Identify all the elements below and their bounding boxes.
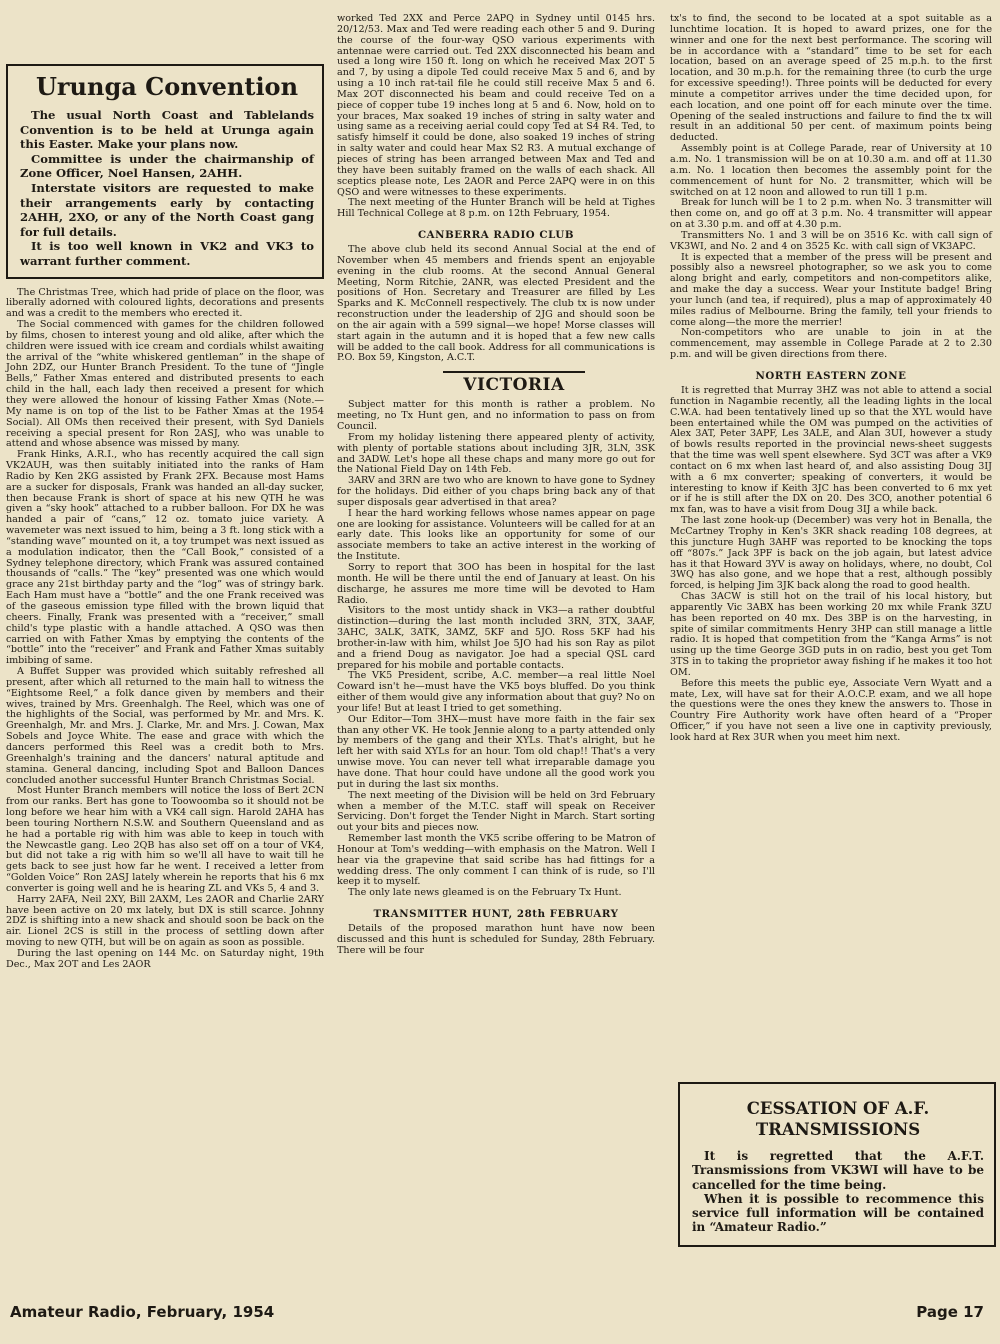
urunga-paragraph: The usual North Coast and Tablelands Convention is to be held at Urunga again this Easter. Make your plans now. bbox=[20, 108, 314, 152]
article-paragraph: It is expected that a member of the press will be present and possibly also a newsreel photographer, so we ask you to come along bright and early, competitors and non-competitors alike, and make the day a success. Wear your Institute badge! Bring your lunch (and tea, if required), plus a map of approximately 40 miles radius of Melbourne. Bring the family, tell your friends to come along—the more the merrier! bbox=[670, 251, 992, 328]
article-paragraph: worked Ted 2XX and Perce 2APQ in Sydney until 0145 hrs. 20/12/53. Max and Ted were reading each other 5 and 9. During the course of the four-way QSO various experiments with antennae were carried out. Ted 2XX disconnected his beam and used a long wire 150 ft. long on which he received Max 2OT 5 and 7, by using a dipole Ted could receive Max 5 and 6, and by using a 10 inch rat-tail file he could still receive Max 5 and 6. Max 2OT disconnected his beam and could receive Ted on a piece of copper tube 19 inches long at 5 and 6. Now, hold on to your braces, Max soaked 19 inches of string in salty water and using same as a receiving aerial could copy Ted at S4 R4. Ted, to satisfy himself it could be done, also soaked 19 inches of string in salty water and could hear Max S2 R3. A mutual exchange of pieces of string has been arranged between Max and Ted and they have been suitably framed on the walls of each shack. All sceptics please note, Les 2AOR and Perce 2APQ were in on this QSO and were witnesses to these experiments. bbox=[337, 13, 655, 198]
urunga-paragraph: It is too well known in VK2 and VK3 to warrant further comment. bbox=[20, 239, 314, 268]
cessation-title-line: CESSATION OF A.F. bbox=[746, 1099, 930, 1118]
article-paragraph: The next meeting of the Hunter Branch will be held at Tighes Hill Technical College at 8 p.m. on 12th February, 1954. bbox=[337, 197, 655, 220]
canberra-radio-club-heading: CANBERRA RADIO CLUB bbox=[417, 229, 575, 242]
article-paragraph: A Buffet Supper was provided which suitably refreshed all present, after which all returned to the main hall to witness the “Eightsome Reel,” a folk dance given by members and their wives, trained by Mrs. Greenhalgh. The Reel, which was one of the highlights of the Social, was performed by Mr. and Mrs. K. Greenhalgh, Mr. and Mrs. J. Clarke, Mr. and Mrs. J. Cowan, Max Sobels and Joyce White. The ease and grace with which the dancers performed this Reel was a credit both to Mrs. Greenhalgh's training and the dancers' natural aptitude and stamina. General dancing, including Spot and Balloon Dances concluded another successful Hunter Branch Christmas Social. bbox=[6, 666, 324, 786]
article-paragraph: The VK5 President, scribe, A.C. member—a real little Noel Coward isn't he—must have the VK5 boys bluffed. Do you think either of them would give any information about that guy? No on your life! But at least I tried to get something. bbox=[337, 670, 655, 714]
article-paragraph: Subject matter for this month is rather a problem. No meeting, no Tx Hunt gen, and no information to pass on from Council. bbox=[337, 399, 655, 432]
article-paragraph: The next meeting of the Division will be held on 3rd February when a member of the M.T.C. staff will speak on Receiver Servicing. Don't forget the Tender Night in March. Start sorting out your bits and pieces now. bbox=[337, 789, 655, 834]
cessation-paragraph: When it is possible to recommence this service full information will be contained in “Amateur Radio.” bbox=[692, 1191, 984, 1235]
article-paragraph: Before this meets the public eye, Associate Vern Wyatt and a mate, Lex, will have sat for their A.O.C.P. exam, and we all hope the questions were the ones they knew the answers to. Those in Country Fire Authority work have often heard of a “Proper Officer,” if you have not seen a live one in captivity previously, look hard at Rex 3UR when you meet him next. bbox=[670, 677, 992, 743]
urunga-convention-box bbox=[6, 64, 324, 279]
article-paragraph: It is regretted that Murray 3HZ was not able to attend a social function in Nagambie recently, all the leading lights in the local C.W.A. had been tentatively lined up so that the XYL would have been entertained while the OM was pumped on the activities of Alex 3AT, Peter 3APF, Les 3ALE, and Alan 3UI, however a study of bowls results reported in the provincial news-sheet suggests that the time was well spent elsewhere. Syd 3CT was after a VK9 contact on 6 mx when last heard of, and also assisting Doug 3IJ with a 6 mx converter; speaking of converters, it would be interesting to know if Keith 3JC has been converted to 6 mx yet or if he is still after the DX on 20. Des 3CO, another potential 6 mx fan, was to have a visit from Doug 3IJ a while back. bbox=[670, 385, 992, 516]
article-paragraph: Transmitters No. 1 and 3 will be on 3516 Kc. with call sign of VK3WI, and No. 2 and 4 on 3525 Kc. with call sign of VK3APC. bbox=[670, 229, 992, 252]
north-eastern-zone-heading: NORTH EASTERN ZONE bbox=[755, 370, 907, 382]
article-paragraph: Sorry to report that 3OO has been in hospital for the last month. He will be there until the end of January at least. On his discharge, he assures me more time will be devoted to Ham Radio. bbox=[337, 561, 655, 606]
article-paragraph: Details of the proposed marathon hunt have now been discussed and this hunt is scheduled for Sunday, 28th February. There will be four bbox=[337, 923, 655, 956]
article-paragraph: The Christmas Tree, which had pride of place on the floor, was liberally adorned with coloured lights, decorations and presents and was a credit to the members who erected it. bbox=[6, 286, 324, 320]
article-paragraph: Visitors to the most untidy shack in VK3—a rather doubtful distinction—during the last month included 3RN, 3TX, 3AAF, 3AHC, 3ALK, 3ATK, 3AMZ, 5KF and 5JO. Ross 5KF had his brother-in-law with him, whilst Joe 5JO had his son Ray as pilot and a friend Doug as navigator. Joe had a special QSL card prepared for his mobile and portable contacts. bbox=[337, 605, 655, 671]
urunga-paragraph: Interstate visitors are requested to make their arrangements early by contacting 2AHH, 2XO, or any of the North Coast gang for full details. bbox=[20, 180, 314, 239]
article-paragraph: Most Hunter Branch members will notice the loss of Bert 2CN from our ranks. Bert has gone to Toowoomba so it should not be long before we hear him with a VK4 call sign. Harold 2AHA has been touring Northern N.S.W. and Southern Queensland and as he had a portable rig with him was able to keep in touch with the Newcastle gang. Leo 2QB has also set off on a tour of VK4, but did not take a rig with him so we'll all have to wait till he gets back to see just how far he went. I received a letter from “Golden Voice” Ron 2ASJ lately wherein he reports that his 6 mx converter is going well and he is hearing ZL and VKs 5, 4 and 3. bbox=[6, 785, 324, 894]
article-paragraph: Frank Hinks, A.R.I., who has recently acquired the call sign VK2AUH, was then suitably initiated into the ranks of Ham Radio by Ken 2KG assisted by Frank 2FX. Because most Hams are a sucker for disposals, Frank was handed an all-day sucker, then because Frank is short of space at his new QTH he was given a “sky hook” attached to a rubber balloon. For DX he was handed a pair of “cans,” 12 oz. tomato juice variety. A wavemeter was next issued to him, being a 3 ft. long stick with a “standing wave” mounted on it, a toy trumpet was next issued as a modulation indicator, then the “Call Book,” consisted of a Sydney telephone directory, which Frank was assured contained thousands of “calls.” The “key” presented was one which would grace any 21st birthday party and the “log” was of stringy bark. Each Ham must have a “bottle” and the one Frank received was of the gaseous emission type filled with the brown liquid that cheers. Finally, Frank was presented with a “receiver,” small child's type plastic with a handle attached. A QSO was then carried on with Father Xmas by emptying the contents of the “bottle” into the “receiver” and Frank and Father Xmas suitably imbibing of same. bbox=[6, 449, 324, 667]
footer-publication: Amateur Radio, February, 1954 bbox=[10, 1303, 275, 1321]
article-paragraph: The above club held its second Annual Social at the end of November when 45 members and friends spent an enjoyable evening in the club rooms. At the second Annual General Meeting, Norm Ritchie, 2ANR, was elected President and the positions of Hon. Secretary and Treasurer are filled by Les Sparks and K. McConnell respectively. The club tx is now under reconstruction under the leadership of 2JG and should soon be on the air again with a 599 signal—we hope! Morse classes will start again in the autumn and it is hoped that a few new calls will be added to the call book. Address for all communications is P.O. Box 59, Kingston, A.C.T. bbox=[337, 244, 655, 364]
footer-page-number: Page 17 bbox=[916, 1303, 984, 1321]
article-paragraph: I hear the hard working fellows whose names appear on page one are looking for assistance. Volunteers will be called for at an early date. This looks like an opportunity for some of our associate members to take an active interest in the working of the Institute. bbox=[337, 507, 655, 563]
column-2 bbox=[337, 14, 655, 957]
urunga-paragraph: Committee is under the chairmanship of Zone Officer, Noel Hansen, 2AHH. bbox=[20, 151, 314, 181]
article-paragraph: Non-competitors who are unable to join in at the commencement, may assemble in College Parade at 2 to 2.30 p.m. and will be given directions from there. bbox=[670, 327, 992, 361]
article-paragraph: Harry 2AFA, Neil 2XY, Bill 2AXM, Les 2AOR and Charlie 2ARY have been active on 20 mx lately, but DX is still scarce. Johnny 2DZ is shifting into a new shack and should soon be back on the air. Lionel 2CS is still in the process of settling down after moving to new QTH, but will be on again as soon as possible. bbox=[6, 893, 324, 949]
cessation-notice-title bbox=[692, 1098, 984, 1140]
article-paragraph: Chas 3ACW is still hot on the trail of his local history, but apparently Vic 3ABX has been working 20 mx while Frank 3ZU has been reported on 40 mx. Des 3BP is on the harvesting, in spite of similar commitments Henry 3HP can still manage a little radio. It is hoped that competition from the “Kanga Arms” is not using up the time George 3GD puts in on radio, best you get Tom 3TS in to taking the proprietor away fishing if he makes it too hot OM. bbox=[670, 591, 992, 678]
article-paragraph: From my holiday listening there appeared plenty of activity, with plenty of portable stations about including 3JR, 3LN, 3SK and 3ADW. Let's hope all these chaps and many more go out for the National Field Day on 14th Feb. bbox=[337, 431, 655, 476]
column-3 bbox=[670, 14, 992, 744]
article-paragraph: Remember last month the VK5 scribe offering to be Matron of Honour at Tom's wedding—with emphasis on the Matron. Well I hear via the grapevine that said scribe has had fittings for a wedding dress. The only comment I can think of is rude, so I'll keep it to myself. bbox=[337, 833, 655, 888]
article-paragraph: The only late news gleamed is on the February Tx Hunt. bbox=[348, 887, 622, 899]
article-paragraph: Break for lunch will be 1 to 2 p.m. when No. 3 transmitter will then come on, and go off at 3 p.m. No. 4 transmitter will appear on at 3.30 p.m. and off at 4.30 p.m. bbox=[670, 197, 992, 231]
cessation-notice-box bbox=[678, 1082, 996, 1247]
column-1 bbox=[6, 14, 324, 971]
victoria-heading: VICTORIA bbox=[443, 371, 585, 395]
article-paragraph: tx's to find, the second to be located at a spot suitable as a lunchtime location. It is hoped to award prizes, one for the winner and one for the next best performance. The scoring will be in accordance with a “standard” time to be set for each location, based on an average speed of 25 m.p.h. to the first location, and 30 m.p.h. for the remaining three (to curb the urge for excessive speeding!). Three points will be deducted for every minute a competitor arrives under the time decided upon, for each location, and one point off for each minute over the time. Opening of the sealed instructions and failure to find the tx will result in an additional 50 per cent. of maximum points being deducted. bbox=[670, 13, 992, 144]
urunga-convention-title: Urunga Convention bbox=[35, 72, 299, 101]
article-paragraph: During the last opening on 144 Mc. on Saturday night, 19th Dec., Max 2OT and Les 2AOR bbox=[6, 948, 324, 970]
article-paragraph: Our Editor—Tom 3HX—must have more faith in the fair sex than any other VK. He took Jennie along to a party attended only by members of the gang and their XYLs. That's alright, but he left her with said XYLs for an hour. Tom old chap!! That's a very unwise move. You can never tell what irreparable damage you have done. That hour could have undone all the good work you put in during the last six months. bbox=[337, 713, 655, 790]
cessation-paragraph: It is regretted that the A.F.T. Transmissions from VK3WI will have to be cancelled for the time being. bbox=[692, 1149, 984, 1192]
article-paragraph: 3ARV and 3RN are two who are known to have gone to Sydney for the holidays. Did either of you chaps bring back any of that super disposals gear advertised in that area? bbox=[337, 475, 655, 508]
transmitter-hunt-heading: TRANSMITTER HUNT, 28th FEBRUARY bbox=[373, 908, 619, 921]
article-paragraph: The last zone hook-up (December) was very hot in Benalla, the McCartney Trophy in Ken's 3KR shack reading 108 degrees, at this juncture Hugh 3AHF was reported to be knocking the tops off “807s.” Jack 3PF is back on the job again, but latest advice has it that Howard 3YV is away on holidays, where, no doubt, Col 3WQ has also gone, and we hope that a rest, although possibly forced, is helping Jim 3JK back along the road to good health. bbox=[670, 515, 992, 592]
article-paragraph: Assembly point is at College Parade, rear of University at 10 a.m. No. 1 transmission will be on at 10.30 a.m. and off at 11.30 a.m. No. 1 location then becomes the assembly point for the commencement of hunt for No. 2 transmitter, which will be switched on at 12 noon and allowed to run till 1 p.m. bbox=[670, 143, 992, 198]
cessation-title-line: TRANSMISSIONS bbox=[755, 1120, 921, 1139]
article-paragraph: The Social commenced with games for the children followed by films, chosen to interest young and old alike, after which the children were issued with ice cream and cordials whilst awaiting the arrival of the “white whiskered gentleman” in the shape of John 2DZ, our Hunter Branch President. To the tune of “Jingle Bells,” Father Xmas entered and distributed presents to each child in the hall, each lady then received a present for which they were allowed the honour of kissing Father Xmas (Note.—My name is on top of the list to be Father Xmas at the 1954 Social). All OMs then received their present, with Syd Daniels receiving a special present for Ron 2ASJ, who was unable to attend and whose absence was missed by many. bbox=[6, 319, 324, 450]
